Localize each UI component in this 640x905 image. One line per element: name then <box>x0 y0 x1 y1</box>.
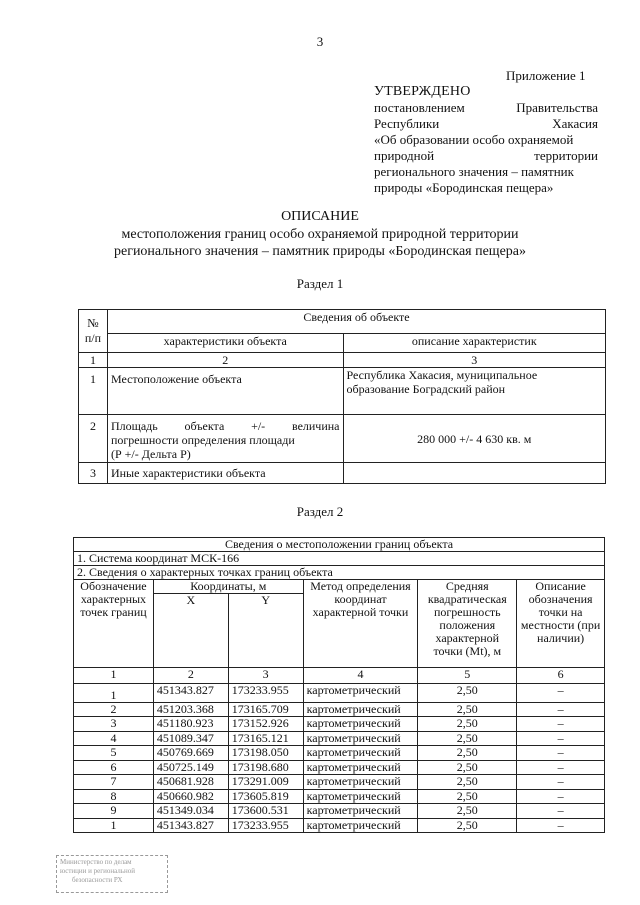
point-id: 8 <box>74 790 154 804</box>
coord-y: 173605.819 <box>228 790 303 804</box>
index-cell: 1 <box>74 668 154 684</box>
coord-x: 451343.827 <box>153 684 228 703</box>
coord-y: 173165.709 <box>228 703 303 717</box>
point-id: 7 <box>74 775 154 790</box>
table-row <box>74 819 605 833</box>
col-number-header: № п/п <box>79 310 108 353</box>
approved-line-5: регионального значения – памятник <box>374 164 574 179</box>
coord-y: 173165.121 <box>228 732 303 746</box>
table-row <box>74 732 605 746</box>
page-number: 3 <box>316 34 324 49</box>
mean-error: 2,50 <box>418 732 517 746</box>
coord-y: 173198.680 <box>228 761 303 775</box>
mean-error: 2,50 <box>418 775 517 790</box>
point-id: 5 <box>74 746 154 761</box>
col-char-header: характеристики объекта <box>107 334 343 353</box>
method: картометрический <box>303 732 418 746</box>
index-cell: 2 <box>107 353 343 368</box>
table-row <box>79 463 606 484</box>
row-number: 2 <box>79 415 108 463</box>
mean-error: 2,50 <box>418 790 517 804</box>
approved-line-3: «Об образовании особо охраняемой <box>374 132 574 147</box>
table-row <box>79 368 606 415</box>
coord-x: 450660.982 <box>153 790 228 804</box>
method: картометрический <box>303 761 418 775</box>
mean-error: 2,50 <box>418 703 517 717</box>
title-line-1: местоположения границ особо охраняемой природной территории <box>121 227 519 242</box>
row-char: Иные характеристики объекта <box>107 463 343 484</box>
table-row <box>74 746 605 761</box>
method: картометрический <box>303 804 418 819</box>
approved-line-2: Республики Хакасия <box>374 116 598 131</box>
row-desc: 280 000 +/- 4 630 кв. м <box>343 415 605 463</box>
col-desc-header: Описание обозначения точки на местности (при наличии) <box>517 580 605 668</box>
point-desc: – <box>517 819 605 833</box>
registration-stamp: Министерство по делам юстиции и региональной безопасности РХ <box>56 855 168 893</box>
coord-y: 173233.955 <box>228 819 303 833</box>
points-body <box>74 684 605 833</box>
row-number: 1 <box>79 368 108 415</box>
method: картометрический <box>303 717 418 732</box>
appendix-label: Приложение 1 <box>506 68 586 83</box>
table-row <box>74 684 605 703</box>
method: картометрический <box>303 819 418 833</box>
approval-block <box>374 84 598 196</box>
col-coords-header: Координаты, м <box>153 580 303 594</box>
method: картометрический <box>303 703 418 717</box>
col-point-header: Обозначение характерных точек границ <box>74 580 154 668</box>
coord-y: 173233.955 <box>228 684 303 703</box>
method: картометрический <box>303 746 418 761</box>
table-row <box>74 761 605 775</box>
index-cell: 1 <box>79 353 108 368</box>
col-desc-header: описание характеристик <box>343 334 605 353</box>
point-desc: – <box>517 703 605 717</box>
row-desc: Республика Хакасия, муниципальное образование Боградский район <box>343 368 605 415</box>
table-title: Сведения о местоположении границ объекта <box>74 538 605 552</box>
points-info: 2. Сведения о характерных точках границ объекта <box>74 566 605 580</box>
row-char: Площадь объекта +/- величина погрешности определения площади (Р +/- Дельта Р) <box>107 415 343 463</box>
point-id: 4 <box>74 732 154 746</box>
section-1-label: Раздел 1 <box>296 276 344 291</box>
point-id: 1 <box>74 819 154 833</box>
coord-y: 173600.531 <box>228 804 303 819</box>
point-desc: – <box>517 684 605 703</box>
mean-error: 2,50 <box>418 717 517 732</box>
mean-error: 2,50 <box>418 761 517 775</box>
index-cell: 6 <box>517 668 605 684</box>
coord-x: 451203.368 <box>153 703 228 717</box>
point-id: 1 <box>74 684 154 703</box>
method: картометрический <box>303 775 418 790</box>
point-id: 9 <box>74 804 154 819</box>
title-line-2: регионального значения – памятник природы «Бородинская пещера» <box>113 244 527 259</box>
object-info-table <box>78 309 606 484</box>
section-2-label: Раздел 2 <box>296 504 344 519</box>
point-desc: – <box>517 775 605 790</box>
title-heading: ОПИСАНИЕ <box>281 209 359 224</box>
index-cell: 2 <box>153 668 228 684</box>
table-row <box>74 703 605 717</box>
index-cell: 3 <box>343 353 605 368</box>
method: картометрический <box>303 790 418 804</box>
coord-x: 450725.149 <box>153 761 228 775</box>
point-id: 3 <box>74 717 154 732</box>
index-cell: 4 <box>303 668 418 684</box>
col-method-header: Метод определения координат характерной точки <box>303 580 418 668</box>
coord-x: 451180.923 <box>153 717 228 732</box>
row-desc <box>343 463 605 484</box>
row-number: 3 <box>79 463 108 484</box>
approved-line-6: природы «Бородинская пещера» <box>374 180 554 195</box>
approved-line-1: постановлением Правительства <box>374 100 598 115</box>
point-desc: – <box>517 804 605 819</box>
table-row <box>74 790 605 804</box>
point-desc: – <box>517 717 605 732</box>
coord-y: 173198.050 <box>228 746 303 761</box>
coord-x: 450769.669 <box>153 746 228 761</box>
document-title <box>0 208 640 260</box>
mean-error: 2,50 <box>418 819 517 833</box>
boundary-points-table <box>73 537 605 833</box>
coord-x: 450681.928 <box>153 775 228 790</box>
point-desc: – <box>517 732 605 746</box>
row-char: Местоположение объекта <box>107 368 343 415</box>
table-row <box>79 415 606 463</box>
point-id: 6 <box>74 761 154 775</box>
index-cell: 3 <box>228 668 303 684</box>
point-desc: – <box>517 790 605 804</box>
col-y-header: Y <box>228 594 303 668</box>
table-row <box>74 717 605 732</box>
table-row <box>74 775 605 790</box>
approved-heading: УТВЕРЖДЕНО <box>374 84 471 99</box>
table-row <box>74 804 605 819</box>
mean-error: 2,50 <box>418 746 517 761</box>
method: картометрический <box>303 684 418 703</box>
mean-error: 2,50 <box>418 804 517 819</box>
coord-x: 451349.034 <box>153 804 228 819</box>
col-error-header: Средняя квадратическая погрешность положения характерной точки (Mt), м <box>418 580 517 668</box>
point-id: 2 <box>74 703 154 717</box>
col-info-header: Сведения об объекте <box>107 310 605 334</box>
coord-y: 173152.926 <box>228 717 303 732</box>
approved-line-4: природной территории <box>374 148 598 163</box>
mean-error: 2,50 <box>418 684 517 703</box>
index-cell: 5 <box>418 668 517 684</box>
coord-y: 173291.009 <box>228 775 303 790</box>
coord-x: 451343.827 <box>153 819 228 833</box>
col-x-header: X <box>153 594 228 668</box>
coordinate-system: 1. Система координат МСК-166 <box>74 552 605 566</box>
point-desc: – <box>517 761 605 775</box>
coord-x: 451089.347 <box>153 732 228 746</box>
point-desc: – <box>517 746 605 761</box>
